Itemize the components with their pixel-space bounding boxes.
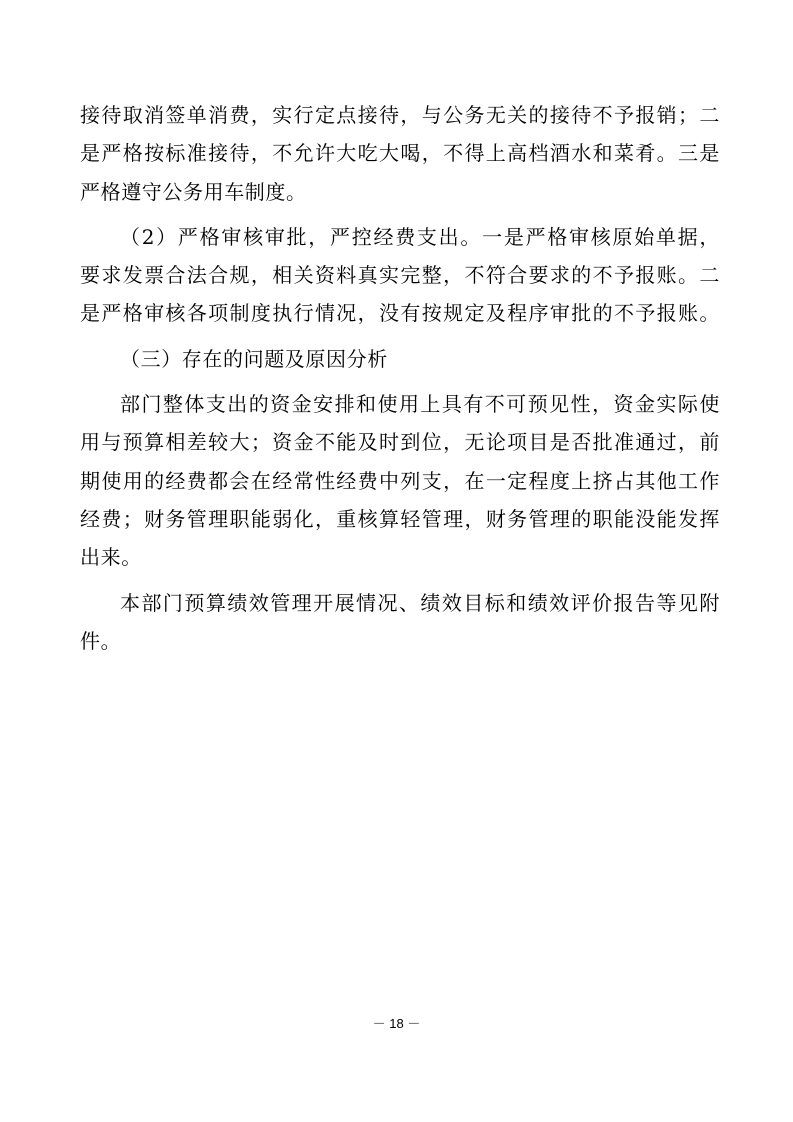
paragraph-problems-analysis [80, 385, 720, 576]
document-body [80, 96, 720, 660]
text-line: 部门整体支出的资金安排和使用上具有不可预见性，资金实际使 [120, 392, 720, 417]
text-line: 是严格审核各项制度执行情况，没有按规定及程序审批的不予报账。 [80, 301, 720, 326]
text-line: 是严格按标准接待，不允许大吃大喝，不得上高档酒水和菜肴。三是 [80, 141, 720, 166]
page-number: － 18 － [372, 1016, 421, 1031]
text-line: 用与预算相差较大；资金不能及时到位，无论项目是否批准通过，前 [80, 430, 720, 455]
text-line: 本部门预算绩效管理开展情况、绩效目标和绩效评价报告等见附 [120, 590, 720, 615]
paragraph-approval-review [80, 218, 720, 333]
section-heading: （三）存在的问题及原因分析 [120, 346, 388, 371]
text-line: 严格遵守公务用车制度。 [80, 179, 307, 204]
paragraph-attachment-note [80, 584, 720, 661]
text-line: 要求发票合法合规，相关资料真实完整，不符合要求的不予报账。二 [80, 263, 720, 288]
paragraph-reception-rules [80, 96, 720, 211]
text-line: 出来。 [80, 545, 142, 570]
section-heading-problems [80, 340, 720, 378]
text-line: （2）严格审核审批，严控经费支出。一是严格审核原始单据， [120, 224, 720, 249]
text-line: 经费；财务管理职能弱化，重核算轻管理，财务管理的职能没能发挥 [80, 506, 720, 531]
text-line: 期使用的经费都会在经常性经费中列支，在一定程度上挤占其他工作 [80, 468, 720, 493]
text-line: 接待取消签单消费，实行定点接待，与公务无关的接待不予报销；二 [80, 103, 720, 127]
text-line: 件。 [80, 628, 122, 653]
